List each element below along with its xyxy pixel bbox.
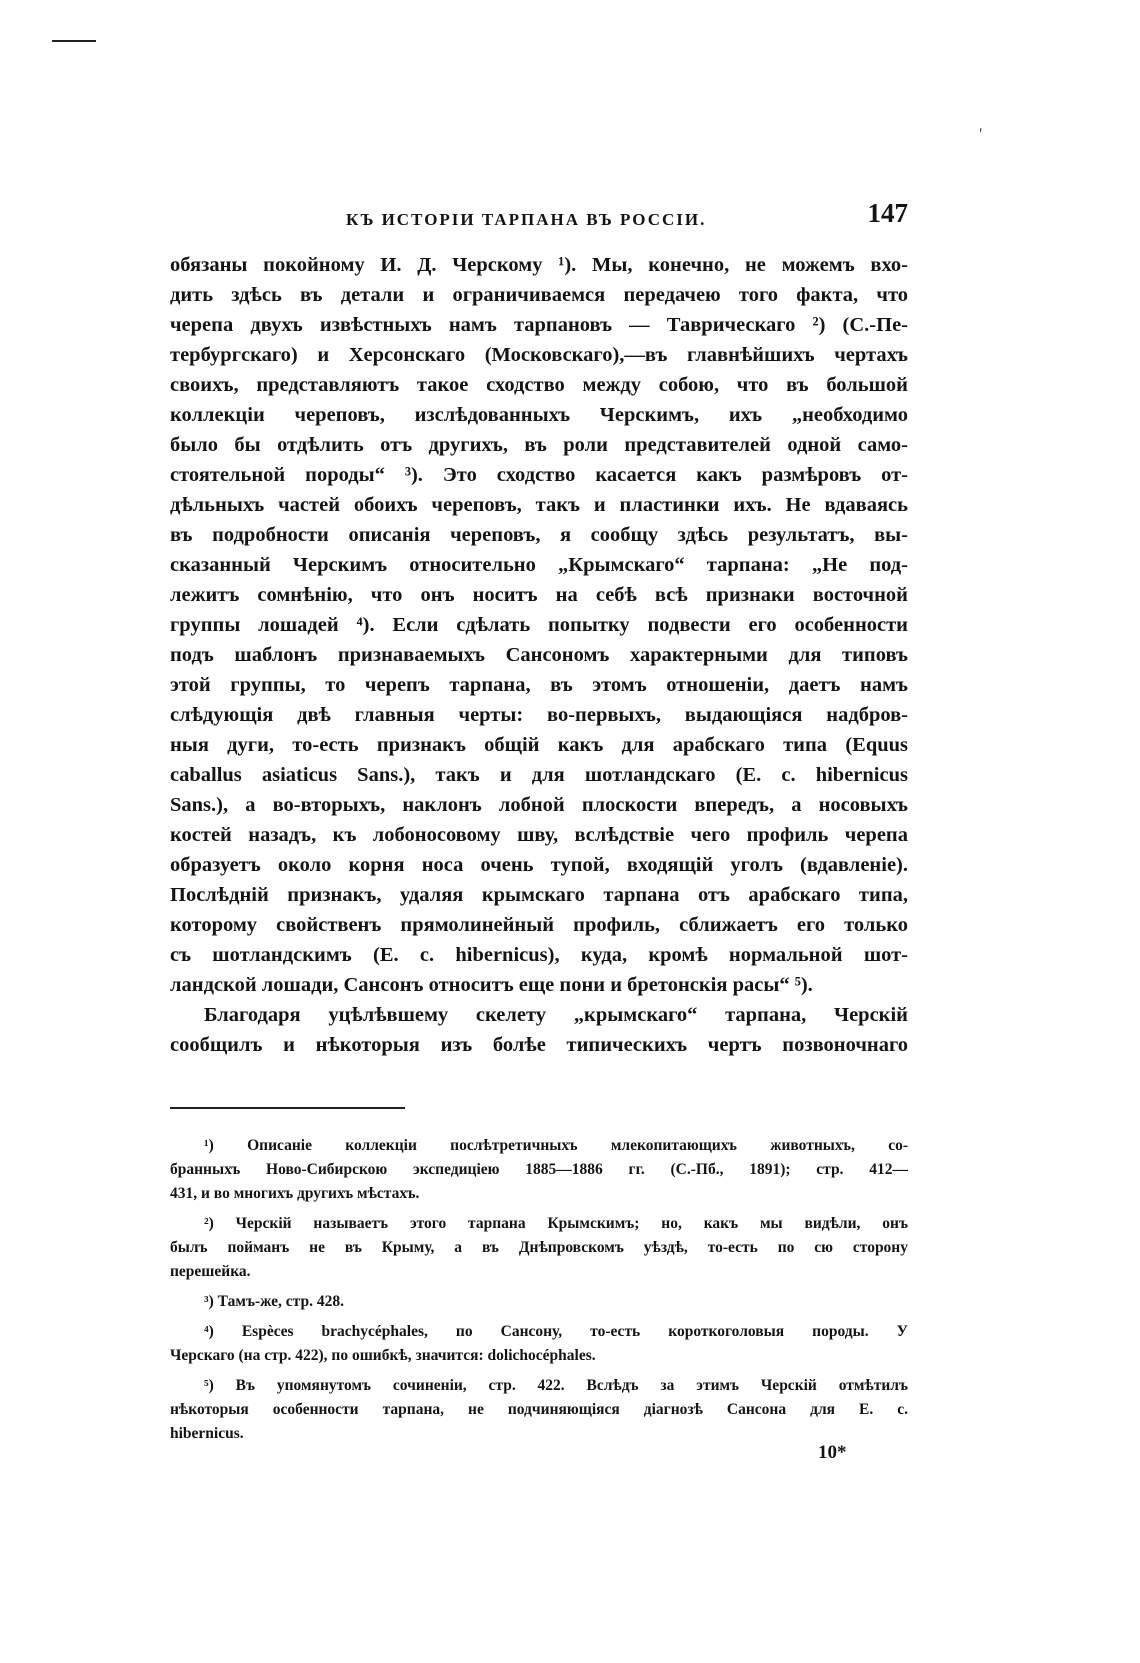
text-line: коллекціи череповъ, изслѣдованныхъ Черскимъ, ихъ „необходимо	[170, 404, 908, 426]
text-line: ландской лошади, Сансонъ относитъ еще пони и бретонскія расы“ ⁵).	[170, 974, 813, 996]
footnote-2-line: ²) Черскій называетъ этого тарпана Крымскимъ; но, какъ мы видѣли, онъ	[204, 1215, 908, 1232]
text-line: подъ шаблонъ признаваемыхъ Сансономъ характерными для типовъ	[170, 644, 908, 666]
text-line: Послѣдній признакъ, удаляя крымскаго тарпана отъ арабскаго типа,	[170, 884, 908, 906]
text-line: черепа двухъ извѣстныхъ намъ тарпановъ — Таврическаго ²) (С.-Пе-	[170, 314, 908, 336]
footnote-5-line: ⁵) Въ упомянутомъ сочиненіи, стр. 422. Вслѣдъ за этимъ Черскій отмѣтилъ	[204, 1377, 908, 1394]
text-line: своихъ, представляютъ такое сходство между собою, что въ большой	[170, 374, 908, 396]
text-line: слѣдующія двѣ главныя черты: во-первыхъ, выдающіяся надбров-	[170, 704, 908, 726]
footnote-1-line: бранныхъ Ново-Сибирскою экспедиціею 1885—1886 гг. (С.-Пб., 1891); стр. 412—	[170, 1161, 908, 1178]
text-line: стоятельной породы“ ³). Это сходство касается какъ размѣровъ от-	[170, 464, 908, 486]
text-line: caballus asiaticus Sans.), такъ и для шотландскаго (E. c. hibernicus	[170, 764, 908, 786]
footnote-4-line: Черскаго (на стр. 422), по ошибкѣ, значится: dolichocéphales.	[170, 1347, 596, 1364]
page-header	[170, 198, 908, 238]
top-margin-rule	[52, 40, 96, 42]
text-line: которому свойственъ прямолинейный профиль, сближаетъ его только	[170, 914, 908, 936]
footnote-5-line: нѣкоторыя особенности тарпана, не подчиняющіяся діагнозѣ Сансона для E. c.	[170, 1401, 908, 1418]
text-line: костей назадъ, къ лобоносовому шву, вслѣдствіе чего профиль черепа	[170, 824, 908, 846]
text-line: съ шотландскимъ (E. c. hibernicus), куда, кромѣ нормальной шот-	[170, 944, 908, 966]
footnote-1-line: ¹) Описаніе коллекціи послѣтретичныхъ млекопитающихъ животныхъ, со-	[204, 1137, 908, 1154]
page-number: 147	[867, 198, 908, 228]
footnote-5-line: hibernicus.	[170, 1425, 244, 1442]
text-line: было бы отдѣлить отъ другихъ, въ роли представителей одной само-	[170, 434, 908, 456]
text-line: дѣльныхъ частей обоихъ череповъ, такъ и пластинки ихъ. Не вдаваясь	[170, 494, 908, 516]
text-line: ныя дуги, то-есть признакъ общій какъ для арабскаго типа (Equus	[170, 734, 908, 756]
text-line: лежитъ сомнѣнію, что онъ носитъ на себѣ всѣ признаки восточной	[170, 584, 908, 606]
footnote-separator	[170, 1107, 405, 1109]
main-text	[170, 250, 908, 1060]
footnote-2-line: перешейка.	[170, 1263, 251, 1280]
text-line: дить здѣсь въ детали и ограничиваемся передачею того факта, что	[170, 284, 908, 306]
text-line: тербургскаго) и Херсонскаго (Московскаго),—въ главнѣйшихъ чертахъ	[170, 344, 908, 366]
printer-signature: 10*	[818, 1442, 847, 1463]
margin-mark: '	[978, 126, 982, 143]
footnote-4-line: ⁴) Espèces brachycéphales, по Сансону, то-есть короткоголовыя породы. У	[204, 1323, 908, 1340]
text-line: Sans.), а во-вторыхъ, наклонъ лобной плоскости впередъ, а носовыхъ	[170, 794, 908, 816]
footnotes	[170, 1134, 908, 1446]
footnote-3-line: ³) Тамъ-же, стр. 428.	[204, 1293, 344, 1310]
text-line: сказанный Черскимъ относительно „Крымскаго“ тарпана: „Не под-	[170, 554, 908, 576]
text-line: въ подробности описанія череповъ, я сообщу здѣсь результатъ, вы-	[170, 524, 908, 546]
text-line: образуетъ около корня носа очень тупой, входящій уголъ (вдавленіе).	[170, 854, 908, 876]
running-title: КЪ ИСТОРІИ ТАРПАНА ВЪ РОССІИ.	[346, 210, 707, 229]
footnote-1-line: 431, и во многихъ другихъ мѣстахъ.	[170, 1185, 420, 1202]
text-line: сообщилъ и нѣкоторыя изъ болѣе типическихъ чертъ позвоночнаго	[170, 1034, 908, 1056]
footnote-2-line: былъ пойманъ не въ Крыму, а въ Днѣпровскомъ уѣздѣ, то-есть по сю сторону	[170, 1239, 908, 1256]
text-line: этой группы, то черепъ тарпана, въ этомъ отношеніи, даетъ намъ	[170, 674, 908, 696]
text-line: Благодаря уцѣлѣвшему скелету „крымскаго“ тарпана, Черскій	[204, 1004, 908, 1026]
text-line: группы лошадей ⁴). Если сдѣлать попытку подвести его особенности	[170, 614, 908, 636]
text-line: обязаны покойному И. Д. Черскому ¹). Мы, конечно, не можемъ вхо-	[170, 254, 908, 276]
